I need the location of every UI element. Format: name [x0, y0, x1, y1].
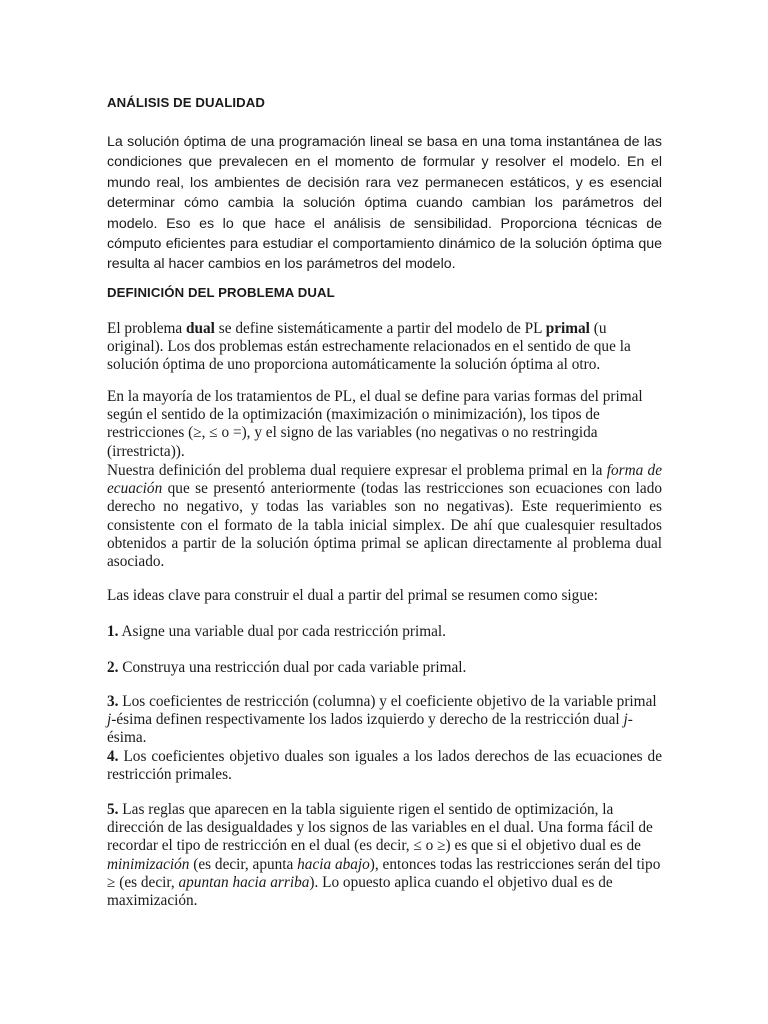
list-item-2 [107, 659, 662, 677]
list-text: -ésima definen respectivamente los lados izquierdo y derecho de la restricción dual [111, 711, 624, 729]
list-item-4 [107, 748, 662, 784]
paragraph-dual-forms: En la mayoría de los tratamientos de PL, el dual se define para varias formas del primal según el sentido de la optimización (maximización o minimización), los tipos de restricciones (≥, ≤ o =), y el signo de las variables (no negativas o no restringida (irrestricta)). [107, 388, 643, 460]
term-forma-de-ecuacion: forma de ecuación [107, 462, 662, 498]
list-number: 5. [107, 801, 119, 818]
term-apuntan-hacia-arriba: apuntan hacia arriba [178, 873, 310, 891]
text-span: que se presentó anteriormente (todas las restricciones son ecuaciones con lado derecho no negativo, y todas las variables son no negativas). Este requerimiento es consistente con el formato de la tabla inicial simplex. De ahí que cualesquier resultados obtenidos a partir de la solución óptima primal se aplican directamente al problema dual asociado. [107, 480, 662, 571]
list-text: -ésima. [107, 711, 633, 747]
list-text: Los coeficientes objetivo duales son iguales a los lados derechos de las ecuaciones de restricción primales. [107, 748, 662, 784]
paragraph-dual-definition [107, 320, 662, 375]
term-hacia-abajo: hacia abajo [297, 855, 370, 873]
paragraph-key-ideas: Las ideas clave para construir el dual a partir del primal se resumen como sigue: [107, 587, 599, 604]
list-item-3 [107, 693, 662, 748]
term-minimizacion: minimización [107, 855, 190, 873]
term-dual: dual [186, 320, 215, 337]
list-number: 4. [107, 748, 119, 765]
list-text: ). Lo opuesto aplica cuando el objetivo dual es de maximización. [107, 873, 613, 910]
list-text: Las reglas que aparecen en la tabla siguiente rigen el sentido de optimización, la dirección de las desigualdades y los signos de las variables en el dual. Una forma fácil de recordar el tipo de restricción en el dual (es decir, ≤ o ≥) es que si el objetivo dual es de [107, 801, 653, 855]
section-heading-definicion: DEFINICIÓN DEL PROBLEMA DUAL [107, 285, 335, 300]
term-primal: primal [545, 320, 590, 337]
list-text: ), entonces todas las restricciones serán del tipo ≥ (es decir, [107, 855, 661, 891]
text-span: El problema [107, 320, 187, 337]
section-heading-analisis: ANÁLISIS DE DUALIDAD [107, 95, 266, 110]
list-number: 2. [107, 659, 119, 676]
list-number: 1. [107, 623, 119, 640]
list-item-5 [107, 801, 662, 910]
list-text: (es decir, apunta [189, 855, 298, 873]
text-span: (u original). Los dos problemas están estrechamente relacionados en el sentido de que la solución óptima de uno proporciona automáticamente la solución óptima al otro. [107, 320, 631, 374]
list-text: Los coeficientes de restricción (columna) y el coeficiente objetivo de la variable primal [118, 693, 657, 710]
list-text: Asigne una variable dual por cada restricción primal. [118, 623, 446, 640]
variable-j: j [107, 711, 112, 729]
text-span: se define sistemáticamente a partir del modelo de PL [214, 320, 546, 337]
paragraph-equation-form [107, 462, 662, 571]
text-span: Nuestra definición del problema dual requiere expresar el problema primal en la [107, 462, 607, 479]
intro-paragraph: La solución óptima de una programación lineal se basa en una toma instantánea de las condiciones que prevalecen en el momento de formular y resolver el modelo. En el mundo real, los ambientes de decisión rara vez permanecen estáticos, y es esencial determinar cómo cambia la solución óptima cuando cambian los parámetros del modelo. Eso es lo que hace el análisis de sensibilidad. Proporciona técnicas de cómputo eficientes para estudiar el comportamiento dinámico de la solución óptima que resulta al hacer cambios en los parámetros del modelo. [107, 134, 662, 273]
variable-j: j [623, 711, 628, 729]
list-number: 3. [107, 693, 119, 710]
list-item-1 [107, 623, 662, 641]
list-text: Construya una restricción dual por cada variable primal. [118, 659, 467, 676]
